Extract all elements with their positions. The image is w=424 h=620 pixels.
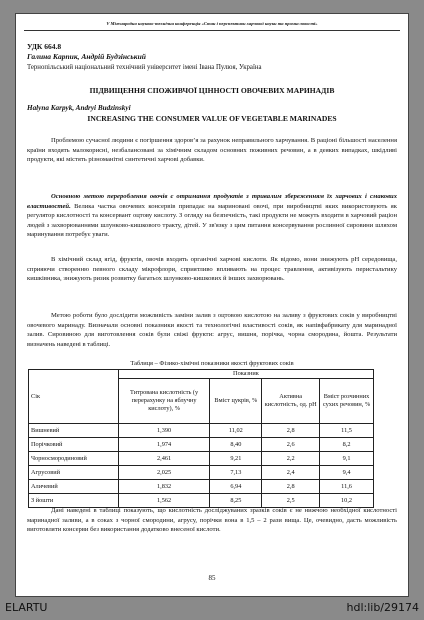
table-cell: 6,94 [210,479,262,493]
table-cell: 9,21 [210,451,262,465]
table-cell: 2,2 [262,451,320,465]
juice-name: Агрусовий [29,465,119,479]
table-caption: Таблиця – Фізико-хімічні показники якості фруктових соків [130,360,294,367]
table-cell: 1,974 [118,437,210,451]
table-cell: 1,390 [118,423,210,437]
udc-code: УДК 664.8 [27,42,62,51]
table-cell: 2,8 [262,479,320,493]
table-row [29,479,374,493]
authors-english: Halyna Karpyk, Andryi Budzinskyi [27,104,131,112]
table-row [29,465,374,479]
table-row [29,451,374,465]
table-cell: 10,2 [320,493,374,507]
authors-ukrainian: Галина Карпик, Андрій Будзінський [27,52,146,61]
affiliation: Тернопільський національний технічний університет імені Івана Пулюя, Україна [27,64,262,71]
table-group-header: Показник [118,370,373,379]
table-cell: 11,6 [320,479,374,493]
juice-name: Чорносмородиновий [29,451,119,465]
table-cell: 8,25 [210,493,262,507]
table-cell: 7,13 [210,465,262,479]
table-cell: 2,461 [118,451,210,465]
table-cell: 2,6 [262,437,320,451]
table-cell: 2,4 [262,465,320,479]
paragraph-goal [27,192,397,240]
column-header: Активна кислотність, од. pH [262,378,320,423]
repository-label: ELARTU [5,601,48,614]
table-cell: 2,8 [262,423,320,437]
paragraph-conclusion: Дані наведені в таблиці показують, що кислотність досліджуваних зразків соків є не нижчою необхідної кислотності маринадної заливи, а в соках з чорної смородини, агрусу, порічки вона в 1,5 – 2 рази вища. Це, очевидно, дасть можливість виготовляти консерви без використання додатково внесеної кислоти. [27,507,397,533]
juice-quality-table [28,369,374,508]
table-cell: 2,5 [262,493,320,507]
column-header: Вміст розчинних сухих речовин, % [320,378,374,423]
running-header: V Міжнародна науково-технічна конференція «Стан і перспективи харчової науки та промисловості» [106,21,318,26]
column-header: Титрована кислотність (у перерахунку на яблучну кислоту), % [118,378,210,423]
table-header-row [29,370,374,379]
table-cell: 2,025 [118,465,210,479]
juice-name: Аличевий [29,479,119,493]
title-english: INCREASING THE CONSUMER VALUE OF VEGETABLE MARINADES [87,114,337,123]
header-divider [24,30,400,31]
table-cell: 11,5 [320,423,374,437]
table-cell: 1,562 [118,493,210,507]
table-cell: 9,1 [320,451,374,465]
juice-name: Порічковий [29,437,119,451]
paragraph-aim: Метою роботи було дослідити можливість заміни залив з оцтовою кислотою на заливу з фруктових соків у виробництві овочевого маринаду. Визначали основні показники якості та технологічні властивості соків, як напівфабрикату для маринадної залив. Сировиною для виготовлення соків були свіжі фрукти: агрус, вишня, порічка, чорна смородина, йошта. Результати визначень наведені в таблиці. [27,312,397,348]
paragraph-goal-rest: Велика частка овочевих консервів припадає на мариновані овочі, при виробництві яких використовують як регулятор кислотності та консервант оцтову кислоту. З огляду на безпечність, такі продукти не можуть входити в харчовий раціон людей з захворюваннями шлунково-кишкового тракту, дітей. У зв'язку з цим питання консервування рослинної сировини шляхом маринування потребує уваги. [27,202,397,238]
paragraph-chemistry: В хімічний склад ягід, фруктів, овочів входять органічні харчові кислоти. Як відомо, вони знижують pH середовища, сприяючи створенню певного складу мікрофлори, сприятливо впливають на процес травлення, активізують перистальтику кишківника, знижують ризик розвитку багатьох шлунково-кишкових й інших захворювань. [27,256,397,282]
table-cell: 11,02 [210,423,262,437]
table-row [29,437,374,451]
table-cell: 8,2 [320,437,374,451]
title-ukrainian: ПІДВИЩЕННЯ СПОЖИВЧОЇ ЦІННОСТІ ОВОЧЕВИХ МАРИНАДІВ [89,86,335,95]
paragraph-intro: Проблемою сучасної людини є погіршення здоров’я за рахунок неправильного харчування. В раціоні більшості населення країни входять малокорисні, незбалансовані за хімічним складом основних поживних речовин, а в деяких випадках, шкідливі продукти, які містять різноманітні синтетичні харчові добавки. [27,137,397,163]
paragraph-goal-lead: Основною метою перероблення овочів є отримання продуктів з тривалим збереженням їх харчових і смакових властивостей. [27,193,397,210]
table-row [29,423,374,437]
handle-identifier: hdl:lib/29174 [346,601,419,614]
table-cell: 9,4 [320,465,374,479]
column-header: Вміст цукрів, % [210,378,262,423]
table-row-header: Сік [29,370,119,424]
juice-name: Вишневий [29,423,119,437]
table-cell: 8,40 [210,437,262,451]
juice-name: З йошти [29,493,119,507]
table-cell: 1,832 [118,479,210,493]
document-page [15,13,409,597]
page-number: 85 [208,574,216,582]
